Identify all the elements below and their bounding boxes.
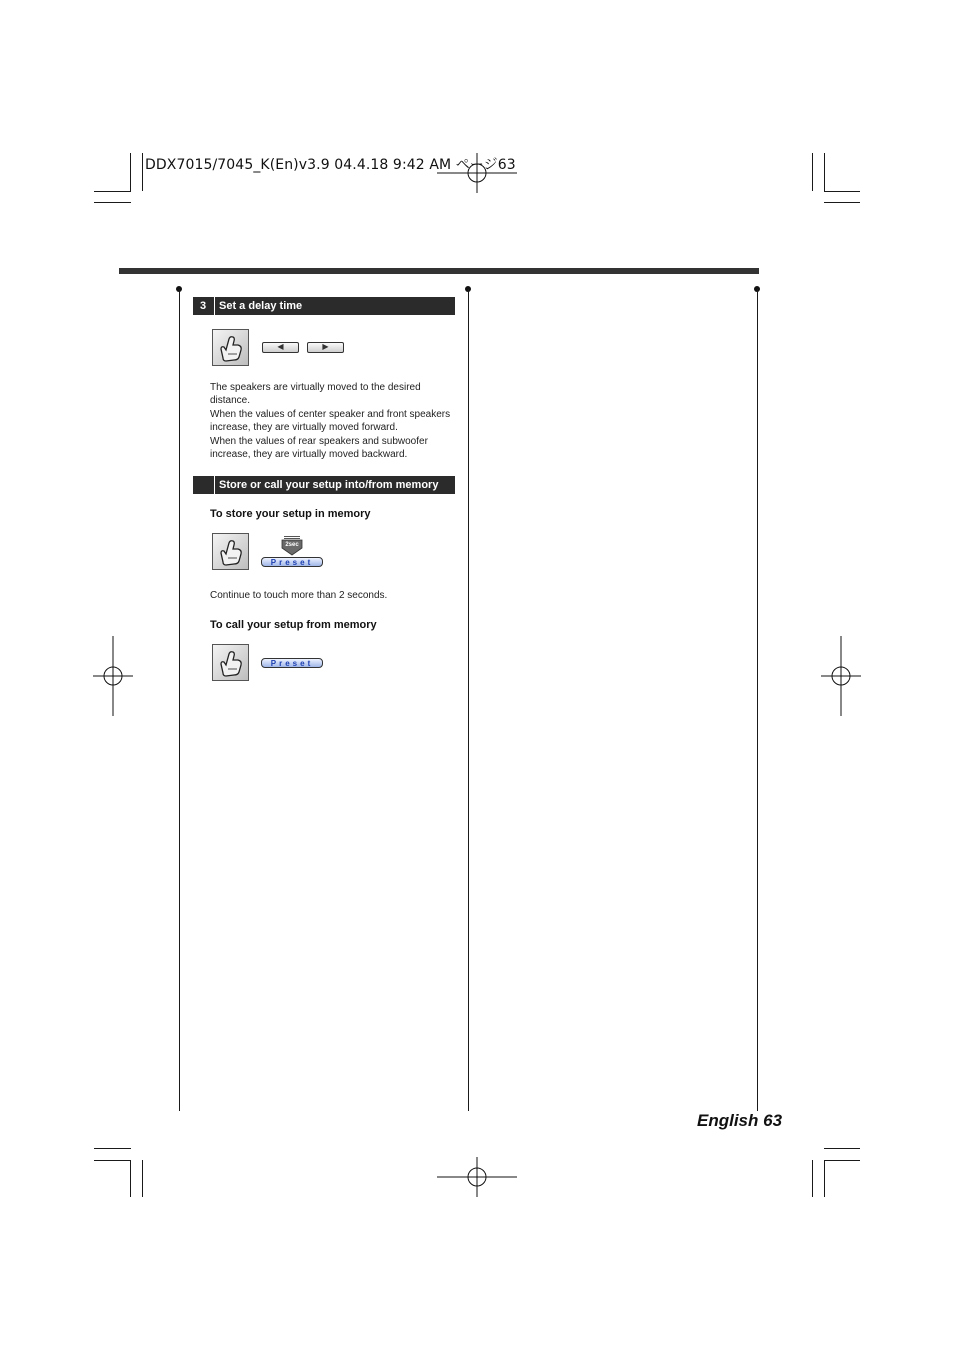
crop-mark [94,202,131,203]
store-heading: To store your setup in memory [210,508,371,520]
right-arrow-icon: ▶ [322,342,329,351]
right-arrow-button[interactable] [307,342,344,353]
crop-mark [824,1148,860,1149]
crop-mark [94,1160,131,1161]
crop-mark [824,153,825,191]
section-title: Set a delay time [219,300,303,312]
page-footer: English 63 [697,1111,783,1130]
section-number-blank [193,476,213,494]
paragraph: When the values of center speaker and front speakers increase, they are virtually moved forward. [210,408,451,434]
left-arrow-icon: ◀ [277,342,284,351]
preset-button-call[interactable]: Preset [261,658,323,668]
section-header-memory [193,476,455,494]
crop-mark [812,1160,813,1197]
preset-button-store[interactable]: Preset [261,557,323,567]
delay-description [210,381,456,461]
crop-mark [130,153,131,191]
crop-mark [812,153,813,191]
column-rule-left [179,289,180,1111]
hold-2sec-icon [281,536,303,556]
section-number: 3 [193,297,213,315]
hold-duration-label: 2sec [285,542,299,548]
slug-line: DDX7015/7045_K(En)v3.9 04.4.18 9:42 AM ページ63 [145,157,516,173]
column-rule-right [757,289,758,1111]
paragraph: The speakers are virtually moved to the desired distance. [210,382,421,407]
crop-mark [142,153,143,191]
crop-mark [130,1160,131,1197]
top-rule [119,268,759,274]
finger-touch-icon [212,329,249,366]
section-separator [214,297,215,315]
section-title: Store or call your setup into/from memory [219,479,439,491]
column-rule-middle [468,289,469,1111]
crop-mark [142,1160,143,1197]
paragraph: When the values of rear speakers and subwoofer increase, they are virtually moved backward. [210,435,428,461]
crop-mark [94,191,131,192]
section-separator [214,476,215,494]
registration-mark-left [93,636,133,716]
registration-mark-right [821,636,861,716]
finger-touch-icon [212,533,249,570]
crop-mark [824,191,860,192]
crop-mark [824,1160,825,1197]
left-arrow-button[interactable] [262,342,299,353]
finger-touch-icon [212,644,249,681]
crop-mark [94,1148,131,1149]
crop-mark [824,1160,860,1161]
call-heading: To call your setup from memory [210,619,377,631]
registration-mark-bottom [437,1157,517,1197]
store-note: Continue to touch more than 2 seconds. [210,590,388,601]
crop-mark [824,202,860,203]
section-header-delay [193,297,455,315]
